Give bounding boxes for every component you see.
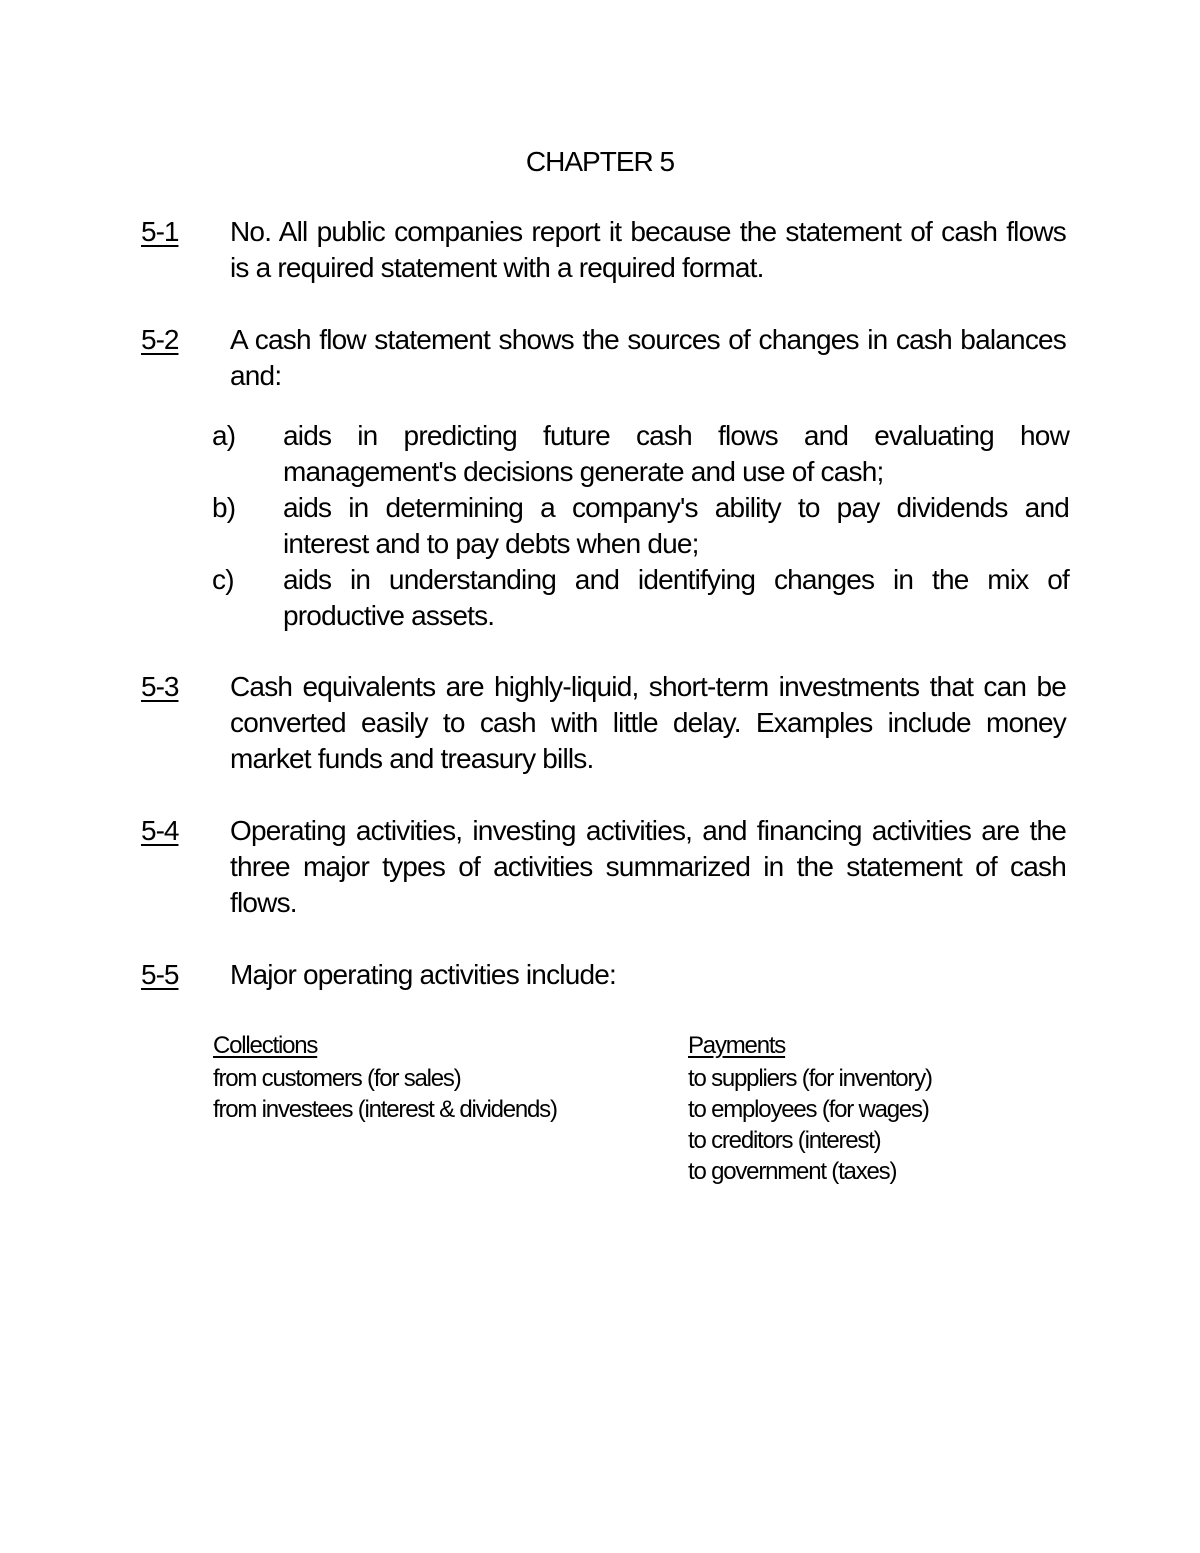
list-item [212,562,1069,634]
question-number: 5-1 [141,216,179,247]
list-item: to government (taxes) [688,1158,897,1185]
question-number: 5-2 [141,324,179,355]
list-item: from investees (interest & dividends) [213,1096,557,1123]
list-item-text: aids in determining a company's ability to pay dividends and interest and to pay debts when due; [283,492,1069,559]
collections-column [213,1030,557,1125]
question-text: No. All public companies report it because the statement of cash flows is a required statement with a required format. [230,216,1066,283]
question-text: Major operating activities include: [230,959,616,990]
collections-heading: Collections [213,1032,318,1059]
list-item: to creditors (interest) [688,1127,881,1154]
list-item-text: aids in predicting future cash flows and evaluating how management's decisions generate and use of cash; [283,420,1069,487]
question-number: 5-5 [141,959,179,990]
payments-column [688,1030,932,1187]
list-item: to employees (for wages) [688,1096,929,1123]
list-item [212,418,1069,490]
list-item: from customers (for sales) [213,1065,461,1092]
list-marker: c) [212,564,234,595]
list-marker: a) [212,420,236,451]
list-marker: b) [212,492,236,523]
list-item: to suppliers (for inventory) [688,1065,932,1092]
list-item [212,490,1069,562]
chapter-title: CHAPTER 5 [525,146,675,177]
question-number: 5-4 [141,815,179,846]
question-text: A cash flow statement shows the sources of changes in cash balances and: [230,324,1066,391]
question-number: 5-3 [141,671,179,702]
question-text: Cash equivalents are highly-liquid, short-term investments that can be converted easily to cash with little delay. Examples include money market funds and treasury bills. [230,671,1066,774]
list-item-text: aids in understanding and identifying changes in the mix of productive assets. [283,564,1069,631]
answer-list [212,418,1069,634]
question-text: Operating activities, investing activities, and financing activities are the three major types of activities summarized in the statement of cash flows. [230,815,1066,918]
payments-heading: Payments [688,1032,786,1059]
